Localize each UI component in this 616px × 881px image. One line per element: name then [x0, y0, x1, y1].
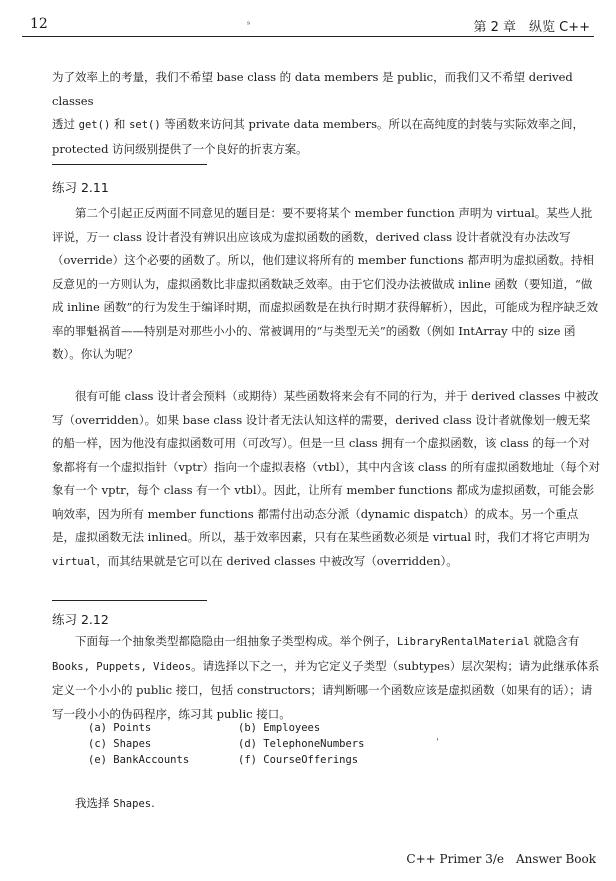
question-text-b: 就隐含有: [529, 634, 580, 648]
question-text: 第二个引起正反两面不同意见的题目是：要不要将某个 member function 声明为 virtual。某些人批评说，万一 class 设计者没有辨识出应该成为虚拟函数的函数，derived class 设计者就没有办法改写（override）这个必要的函数了。所以，他们建议将所有的 member functions 都声明为虚拟函数。持相反意见的一方则认为，虚拟函数比非虚拟函数缺乏效率。由于它们没办法被做成 inline 函数（要知道，“做成 inline 函数”的行为发生于编译时期，而虚拟函数是在执行时期才获得解析），因此，可能成为程序缺乏效率的罪魁祸首——特别是对那些小小的、常被调用的“与类型无关”的函数（例如 IntArray 中的 size 函数）。你认为呢？: [52, 206, 599, 361]
exercise-2-11-answer: [52, 385, 600, 574]
option-item: (a) Points: [88, 722, 152, 734]
option-item: (f) CourseOfferings: [238, 754, 359, 766]
page-footer: C++ Primer 3/e Answer Book: [406, 852, 596, 866]
code-set: set(): [129, 119, 161, 131]
exercise-2-12-answer: [52, 792, 600, 817]
answer-text-a: 我选择: [75, 796, 114, 810]
code-shapes: Shapes: [113, 798, 152, 810]
answer-text: [52, 385, 600, 574]
question-text: [52, 630, 600, 726]
intro-line-3: protected 访问级别提供了一个良好的折衷方案。: [52, 141, 308, 156]
answer-text: [52, 792, 600, 817]
page-header: [22, 14, 594, 37]
intro-text: 和: [110, 117, 130, 131]
code-get: get(): [78, 119, 111, 131]
option-item: (e) BankAccounts: [88, 754, 190, 766]
intro-line-1: 为了效率上的考量，我们不希望 base class 的 data members 是 public，而我们又不希望 derived classes: [52, 70, 573, 108]
chapter-title: 第 2 章 纵览 C++: [473, 20, 590, 35]
option-list: [88, 720, 408, 768]
code-virtual: virtual: [52, 555, 97, 568]
answer-text-b: ，而其结果就是它可以在 derived classes 中被改写（overridden）。: [96, 553, 458, 568]
exercise-2-11-question: [52, 202, 600, 367]
intro-line-2: [52, 113, 600, 138]
scan-mark: ˈ: [436, 738, 439, 749]
page-number: 12: [30, 16, 48, 32]
answer-text-b: .: [151, 796, 155, 810]
scan-mark: ˢ: [247, 20, 251, 31]
exercise-2-12-question: [52, 630, 600, 726]
code-subtypes: Books, Puppets, Videos: [52, 660, 192, 673]
code-library-rental-material: LibraryRentalMaterial: [397, 636, 530, 648]
section-rule: [52, 600, 207, 601]
answer-text-a: 很有可能 class 设计者会预料（或期待）某些函数将来会有不同的行为，并于 derived classes 中被改写（overridden）。如果 base class 设计者无法认知这样的需要，derived class 设计者就像划一艘无桨的船一样，因为他没有虚拟函数可用（可改写）。但是一旦 class 拥有一个虚拟函数，该 class 的每一个对象都将有一个虚拟指针（vptr）指向一个虚拟表格（vtbl），其中内含该 class 的所有虚拟函数地址（每个对象有一个 vptr，每个 class 有一个 vtbl）。因此，让所有 member functions 都成为虚拟函数，可能会影响效率，因为所有 member functions 都需付出动态分派（dynamic dispatch）的成本。另一个重点是，虚拟函数无法 inlined。所以，基于效率因素，只有在某些函数必须是 virtual 时，我们才将它声明为: [52, 389, 600, 544]
intro-text: 透过: [52, 117, 79, 131]
exercise-2-11-heading: 练习 2.11: [52, 180, 109, 195]
option-item: (b) Employees: [238, 722, 321, 734]
question-text-c: 。请选择以下之一，并为它定义子类型（subtypes）层次架构；请为此继承体系定义一个小小的 public 接口，包括 constructors；请判断哪一个函数应该是虚拟函数（如果有的话）；请写一段小小的伪码程序，练习其 public 接口。: [52, 658, 600, 721]
section-rule: [52, 164, 207, 165]
question-text-a: 下面每一个抽象类型都隐隐由一组抽象子类型构成。举个例子，: [75, 634, 397, 648]
intro-paragraph: [52, 66, 600, 161]
option-item: (c) Shapes: [88, 738, 152, 750]
exercise-2-12-heading: 练习 2.12: [52, 612, 109, 627]
option-item: (d) TelephoneNumbers: [238, 738, 365, 750]
intro-text: 等函数来访问其 private data members。所以在高纯度的封装与实际效率之间，: [160, 117, 585, 131]
